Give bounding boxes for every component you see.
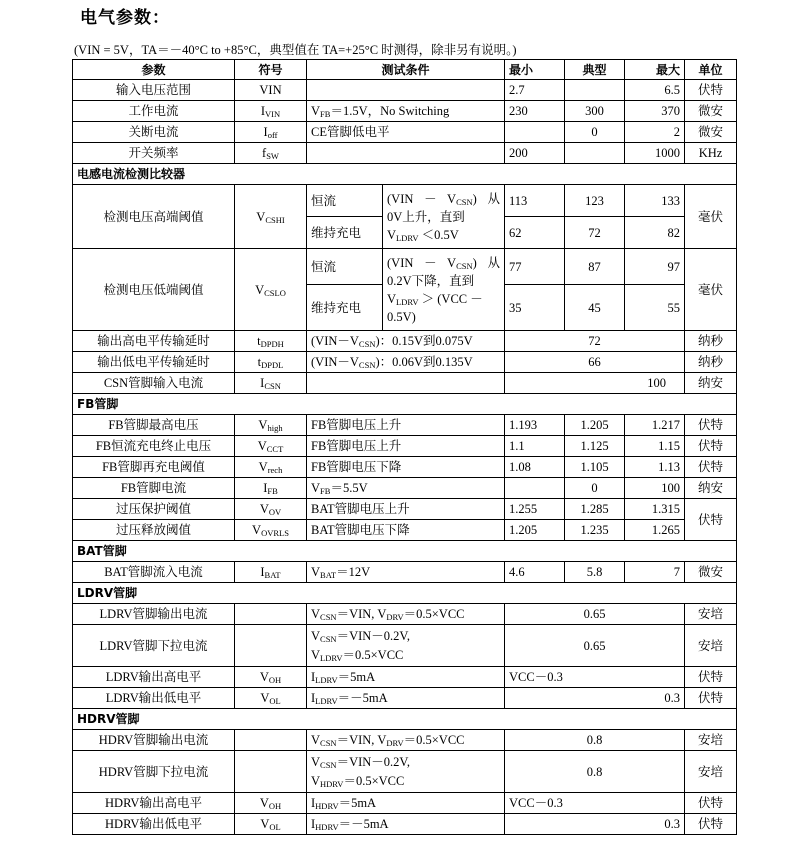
unit: 伏特 [685,667,737,688]
value-typ: 1.205 [565,415,625,436]
mode-label: 恒流 [307,185,383,217]
param-symbol: $I_{VIN}$ [235,101,307,122]
unit: 微安 [685,101,737,122]
param-name: LDRV管脚输出电流 [73,604,235,625]
param-name: HDRV输出高电平 [73,793,235,814]
value-max: 370 [625,101,685,122]
param-symbol: $V_{OVRLS}$ [235,520,307,541]
value-typ: 1.235 [565,520,625,541]
unit: 伏特 [685,415,737,436]
table-row [73,730,737,751]
unit: 纳秒 [685,331,737,352]
param-name: FB管脚最高电压 [73,415,235,436]
test-condition: $(VIN - V_{CSN})$ 从 0V上升，直到 $V_{LDRV} <0.5V$ [383,185,505,249]
section-row [73,394,737,415]
table-row [73,185,737,217]
test-condition: $V_{CSN}=VIN$, $V_{DRV}=0.5\times VCC$ [307,604,505,625]
param-name: HDRV管脚下拉电流 [73,751,235,793]
value-min: 4.6 [505,562,565,583]
value-min: VCC－0.3 [505,793,685,814]
param-name: 输出高电平传输延时 [73,331,235,352]
value-max: 100 [625,478,685,499]
value-typ [565,80,625,101]
header-param: 参数 [73,60,235,80]
param-symbol [235,730,307,751]
value-min: 35 [505,285,565,331]
test-condition: BAT管脚电压下降 [307,520,505,541]
section-heading-bat: BAT管脚 [73,541,737,562]
param-symbol: $V_{CSHI}$ [235,185,307,249]
param-name: 工作电流 [73,101,235,122]
param-name: FB管脚电流 [73,478,235,499]
table-row [73,80,737,101]
test-condition: FB管脚电压下降 [307,457,505,478]
value-min: 1.08 [505,457,565,478]
value-min [505,478,565,499]
param-symbol: $t_{DPDL}$ [235,352,307,373]
param-name: 关断电流 [73,122,235,143]
section-title: 电气参数： [80,8,170,28]
test-condition: $V_{CSN}=VIN-0.2V$, $V_{LDRV}=0.5\times VCC$ [307,625,505,667]
value-typ: 1.285 [565,499,625,520]
table-row [73,688,737,709]
value-min: 2.7 [505,80,565,101]
section-heading-inductor: 电感电流检测比较器 [73,164,737,185]
test-condition: FB管脚电压上升 [307,415,505,436]
param-name: 检测电压高端阈值 [73,185,235,249]
value-typ: 0 [565,478,625,499]
test-condition: $V_{FB}=5.5V$ [307,478,505,499]
param-name: FB管脚再充电阈值 [73,457,235,478]
test-condition: $I_{LDRV}=5mA$ [307,667,505,688]
test-condition [307,80,505,101]
value-min: 77 [505,249,565,285]
table-row [73,415,737,436]
value-max: 133 [625,185,685,217]
value-min: 62 [505,217,565,249]
unit: 纳安 [685,478,737,499]
header-max: 最大 [625,60,685,80]
unit: 纳安 [685,373,737,394]
param-name: HDRV管脚输出电流 [73,730,235,751]
value-typ: 72 [565,217,625,249]
param-name: LDRV管脚下拉电流 [73,625,235,667]
unit: 伏特 [685,80,737,101]
test-condition: $V_{CSN}=VIN-0.2V$, $V_{HDRV}=0.5\times VCC$ [307,751,505,793]
unit: 纳秒 [685,352,737,373]
conditions-note: (VIN = 5V，TA＝－40°C to +85°C，典型值在 TA=+25°C 时测得，除非另有说明。) [74,43,517,57]
param-symbol [235,604,307,625]
section-heading-hdrv: HDRV管脚 [73,709,737,730]
value-min: 230 [505,101,565,122]
param-name: 过压保护阈值 [73,499,235,520]
value-max: 0.3 [505,814,685,835]
test-condition: $I_{LDRV}=-5mA$ [307,688,505,709]
value-max: 1.265 [625,520,685,541]
section-heading-fb: FB管脚 [73,394,737,415]
table-row [73,751,737,793]
header-condition: 测试条件 [307,60,505,80]
param-name: CSN管脚输入电流 [73,373,235,394]
value-typ: 45 [565,285,625,331]
param-symbol: $V_{high}$ [235,415,307,436]
param-symbol: $V_{OH}$ [235,793,307,814]
param-symbol: $V_{OV}$ [235,499,307,520]
param-name: 开关频率 [73,143,235,164]
param-name: 检测电压低端阈值 [73,249,235,331]
value-min: 1.255 [505,499,565,520]
table-row [73,373,737,394]
table-row [73,814,737,835]
param-name: LDRV输出低电平 [73,688,235,709]
value-max: 2 [625,122,685,143]
table-row [73,499,737,520]
unit: 安培 [685,604,737,625]
value-max: 0.3 [505,688,685,709]
value-min [505,122,565,143]
param-symbol: $I_{CSN}$ [235,373,307,394]
param-name: HDRV输出低电平 [73,814,235,835]
unit: 伏特 [685,814,737,835]
header-row [73,60,737,80]
section-row [73,709,737,730]
table-row [73,793,737,814]
param-symbol: $V_{rech}$ [235,457,307,478]
value-typ: 87 [565,249,625,285]
value-typ: 0.8 [505,730,685,751]
value-max: 55 [625,285,685,331]
param-name: FB恒流充电终止电压 [73,436,235,457]
table-row [73,101,737,122]
table-row [73,331,737,352]
table-row [73,625,737,667]
value-min: 1.193 [505,415,565,436]
test-condition: $V_{CSN}=VIN$, $V_{DRV}=0.5\times VCC$ [307,730,505,751]
section-row [73,164,737,185]
param-symbol: $V_{OL}$ [235,814,307,835]
mode-label: 维持充电 [307,285,383,331]
param-symbol: $V_{OH}$ [235,667,307,688]
value-min: 113 [505,185,565,217]
unit: 伏特 [685,793,737,814]
value-typ: 0.8 [505,751,685,793]
unit: KHz [685,143,737,164]
test-condition: FB管脚电压上升 [307,436,505,457]
value-typ: 0.65 [505,604,685,625]
test-condition: $I_{HDRV}=-5mA$ [307,814,505,835]
param-name: 输出低电平传输延时 [73,352,235,373]
unit: 毫伏 [685,185,737,249]
section-row [73,541,737,562]
value-max: 1000 [625,143,685,164]
value-max: 1.13 [625,457,685,478]
table-row [73,604,737,625]
value-min: 1.205 [505,520,565,541]
section-row [73,583,737,604]
param-symbol: $I_{BAT}$ [235,562,307,583]
value-max: 1.15 [625,436,685,457]
value-min: 1.1 [505,436,565,457]
test-condition: BAT管脚电压上升 [307,499,505,520]
param-name: BAT管脚流入电流 [73,562,235,583]
value-typ: 0.65 [505,625,685,667]
header-typ: 典型 [565,60,625,80]
param-symbol [235,751,307,793]
param-symbol: $I_{FB}$ [235,478,307,499]
value-typ [565,143,625,164]
header-unit: 单位 [685,60,737,80]
test-condition: $(VIN-V_{CSN})$：0.15V到0.075V [307,331,505,352]
table-row [73,457,737,478]
unit: 伏特 [685,457,737,478]
param-name: 过压释放阈值 [73,520,235,541]
param-symbol [235,625,307,667]
table-row [73,436,737,457]
value-typ: 1.125 [565,436,625,457]
param-symbol: VIN [235,80,307,101]
section-heading-ldrv: LDRV管脚 [73,583,737,604]
value-typ: 300 [565,101,625,122]
table-row [73,520,737,541]
table-row [73,562,737,583]
test-condition [307,143,505,164]
unit: 安培 [685,730,737,751]
value-max: 7 [625,562,685,583]
value-max: 1.315 [625,499,685,520]
unit: 伏特 [685,499,737,541]
mode-label: 维持充电 [307,217,383,249]
table-row [73,667,737,688]
value-typ: 0 [565,122,625,143]
table-row [73,352,737,373]
param-name: 输入电压范围 [73,80,235,101]
unit: 毫伏 [685,249,737,331]
unit: 伏特 [685,688,737,709]
value-min: VCC－0.3 [505,667,685,688]
test-condition: $V_{BAT}=12V$ [307,562,505,583]
param-symbol: $f_{SW}$ [235,143,307,164]
param-symbol: $t_{DPDH}$ [235,331,307,352]
unit: 伏特 [685,436,737,457]
test-condition [307,373,505,394]
value-max: 97 [625,249,685,285]
unit: 安培 [685,625,737,667]
value-typ: 5.8 [565,562,625,583]
value-max: 6.5 [625,80,685,101]
test-condition: $(VIN-V_{CSN})$：0.06V到0.135V [307,352,505,373]
table-row [73,122,737,143]
param-name: LDRV输出高电平 [73,667,235,688]
header-symbol: 符号 [235,60,307,80]
param-symbol: $V_{OL}$ [235,688,307,709]
unit: 安培 [685,751,737,793]
param-symbol: $I_{off}$ [235,122,307,143]
value-max: 100 [505,373,685,394]
test-condition: CE管脚低电平 [307,122,505,143]
value-max: 82 [625,217,685,249]
value-typ: 66 [505,352,685,373]
test-condition: $(VIN - V_{CSN})$ 从 0.2V下降，直到 $V_{LDRV} > (VCC$ － 0.5V) [383,249,505,331]
value-typ: 72 [505,331,685,352]
header-min: 最小 [505,60,565,80]
param-symbol: $V_{CSLO}$ [235,249,307,331]
param-symbol: $V_{CCT}$ [235,436,307,457]
mode-label: 恒流 [307,249,383,285]
table-row [73,143,737,164]
value-max: 1.217 [625,415,685,436]
test-condition: $V_{FB}=1.5V$，No Switching [307,101,505,122]
test-condition: $I_{HDRV}=5mA$ [307,793,505,814]
value-min: 200 [505,143,565,164]
value-typ: 123 [565,185,625,217]
value-typ: 1.105 [565,457,625,478]
unit: 微安 [685,562,737,583]
table-row [73,478,737,499]
electrical-parameters-table [72,59,737,835]
table-row [73,249,737,285]
unit: 微安 [685,122,737,143]
